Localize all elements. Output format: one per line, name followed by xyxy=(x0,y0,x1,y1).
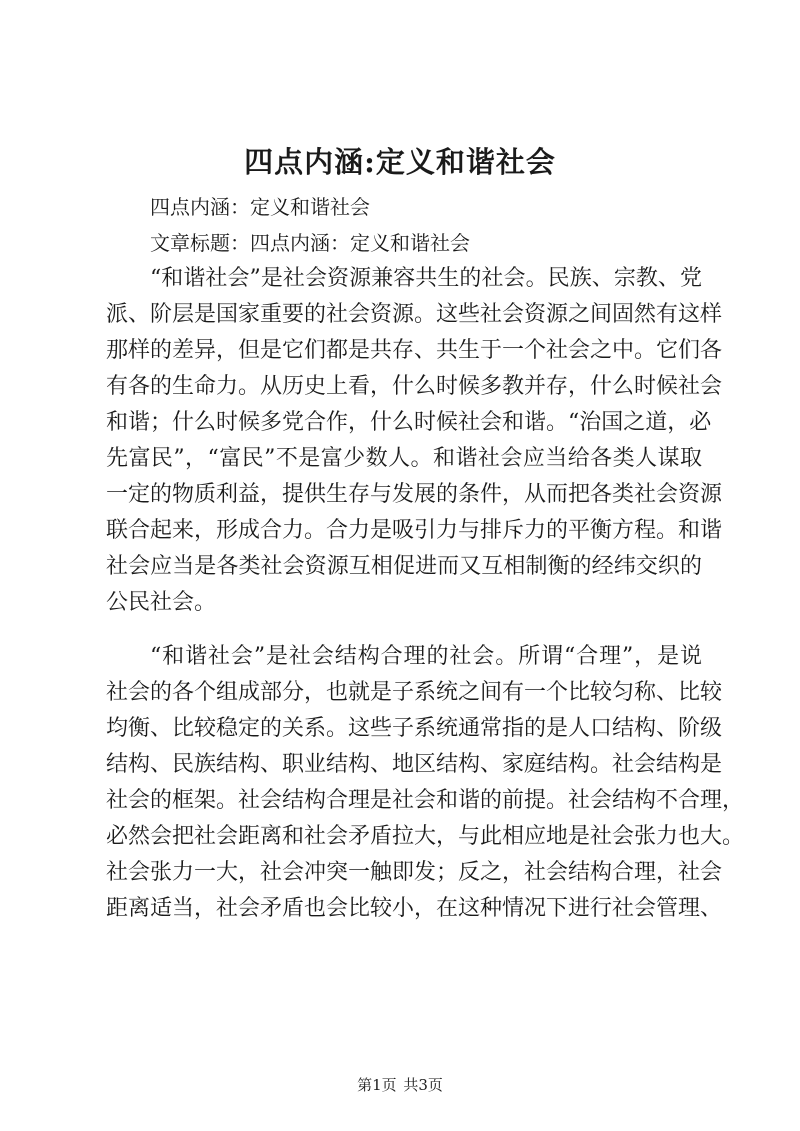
paragraph-line: 联合起来，形成合力。合力是吸引力与排斥力的平衡方程。和谐 xyxy=(106,518,723,543)
page-number: 第1页 xyxy=(357,1076,397,1094)
paragraph-line: 社会张力一大，社会冲突一触即发；反之，社会结构合理，社会 xyxy=(106,860,723,885)
paragraph-line: 和谐；什么时候多党合作，什么时候社会和谐。“治国之道，必 xyxy=(106,410,712,435)
paragraph-line: 均衡、比较稳定的关系。这些子系统通常指的是人口结构、阶级 xyxy=(106,716,723,741)
meta-line-article-title: 文章标题：四点内涵：定义和谐社会 xyxy=(150,231,470,255)
paragraph-resources xyxy=(106,261,723,621)
page-total: 共3页 xyxy=(403,1076,443,1094)
paragraph-structure xyxy=(106,639,745,927)
paragraph-line: 距离适当，社会矛盾也会比较小，在这种情况下进行社会管理、 xyxy=(106,896,723,921)
paragraph-line: 必然会把社会距离和社会矛盾拉大，与此相应地是社会张力也大。 xyxy=(106,824,745,849)
paragraph-line: 社会应当是各类社会资源互相促进而又互相制衡的经纬交织的 xyxy=(106,554,702,579)
paragraph-line: 结构、民族结构、职业结构、地区结构、家庭结构。社会结构是 xyxy=(106,752,723,777)
paragraph-line: 那样的差异，但是它们都是共存、共生于一个社会之中。它们各 xyxy=(106,338,723,363)
paragraph-line: 派、阶层是国家重要的社会资源。这些社会资源之间固然有这样 xyxy=(106,302,723,327)
page-title: 四点内涵:定义和谐社会 xyxy=(244,145,556,179)
paragraph-line: 社会的框架。社会结构合理是社会和谐的前提。社会结构不合理， xyxy=(106,788,745,813)
paragraph-line: 先富民”，“富民”不是富少数人。和谐社会应当给各类人谋取 xyxy=(106,446,702,471)
paragraph-line: 一定的物质利益，提供生存与发展的条件，从而把各类社会资源 xyxy=(106,482,723,507)
paragraph-line: 社会的各个组成部分，也就是子系统之间有一个比较匀称、比较 xyxy=(106,680,723,705)
meta-line-subtitle: 四点内涵：定义和谐社会 xyxy=(150,195,370,219)
document-body xyxy=(106,189,745,935)
paragraph-line: 有各的生命力。从历史上看，什么时候多教并存，什么时候社会 xyxy=(106,374,723,399)
paragraph-line: “和谐社会”是社会结构合理的社会。所谓“合理”，是说 xyxy=(150,644,702,669)
paragraph-line: “和谐社会”是社会资源兼容共生的社会。民族、宗教、党 xyxy=(150,266,702,291)
paragraph-line: 公民社会。 xyxy=(106,590,217,615)
page-footer xyxy=(0,1075,800,1095)
